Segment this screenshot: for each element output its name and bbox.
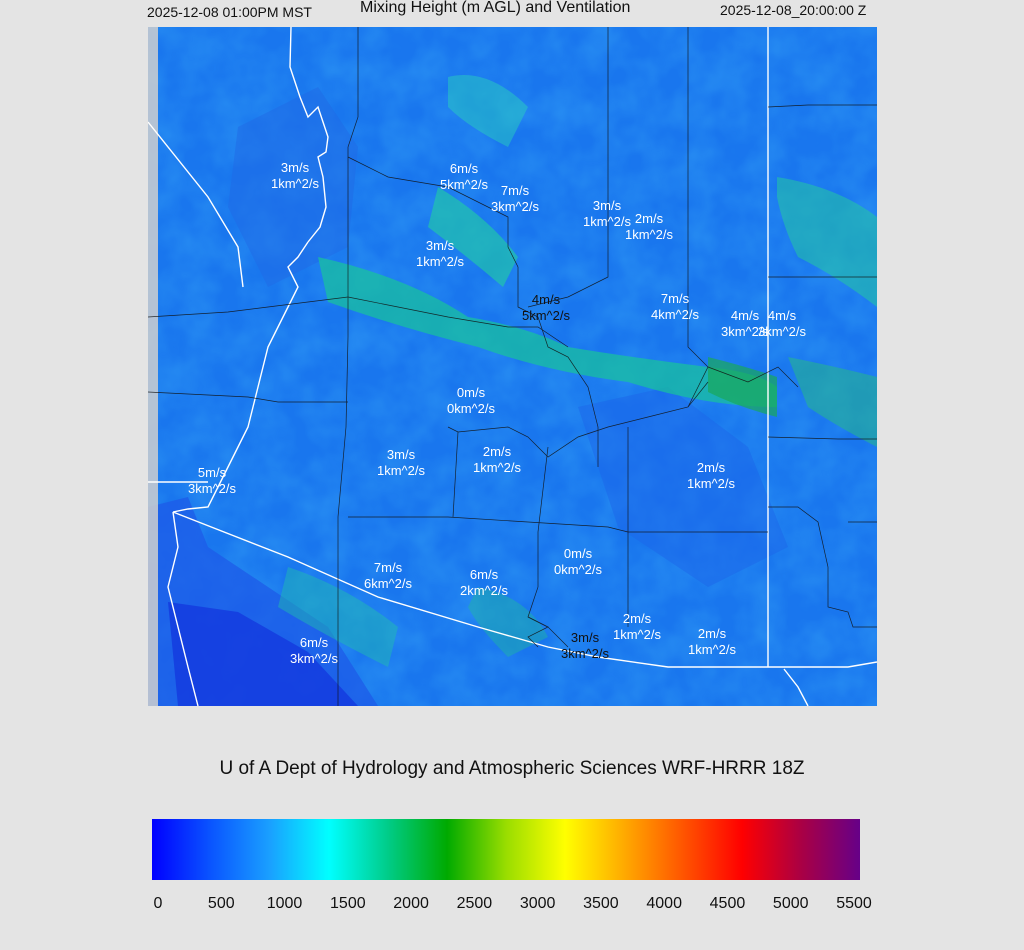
vent-label bbox=[364, 560, 412, 592]
ventilation-label: 3km^2/s bbox=[289, 651, 339, 666]
vent-label bbox=[688, 626, 736, 658]
vent-label bbox=[473, 444, 521, 476]
ventilation-label: 2km^2/s bbox=[459, 583, 509, 598]
ventilation-label: 0km^2/s bbox=[553, 562, 603, 577]
vent-label bbox=[271, 160, 319, 192]
colorbar bbox=[152, 819, 860, 880]
vent-label bbox=[416, 238, 464, 270]
wind-speed-label: 4m/s bbox=[531, 292, 561, 307]
wind-speed-label: 7m/s bbox=[660, 291, 690, 306]
colorbar-tick-label: 1000 bbox=[266, 895, 303, 912]
vent-label bbox=[440, 161, 488, 193]
wind-speed-label: 2m/s bbox=[622, 611, 652, 626]
vent-label bbox=[687, 460, 735, 492]
ventilation-label: 4km^2/s bbox=[650, 307, 700, 322]
vent-label bbox=[460, 567, 508, 599]
colorbar-tick-label: 500 bbox=[207, 895, 235, 912]
wind-speed-label: 3m/s bbox=[280, 160, 310, 175]
colorbar-tick-label: 0 bbox=[153, 895, 163, 912]
wind-speed-label: 0m/s bbox=[456, 385, 486, 400]
vent-label bbox=[651, 291, 699, 323]
local-time: 2025-12-08 01:00PM MST bbox=[147, 4, 312, 20]
vent-label bbox=[554, 546, 602, 578]
credit-line: U of A Dept of Hydrology and Atmospheric Sciences WRF-HRRR 18Z bbox=[219, 758, 805, 779]
colorbar-tick-label: 5000 bbox=[772, 895, 809, 912]
wind-speed-label: 7m/s bbox=[500, 183, 530, 198]
wind-speed-label: 6m/s bbox=[469, 567, 499, 582]
ventilation-label: 1km^2/s bbox=[582, 214, 632, 229]
colorbar-tick-label: 4000 bbox=[646, 895, 682, 912]
ventilation-label: 0km^2/s bbox=[446, 401, 496, 416]
vent-label bbox=[447, 385, 495, 417]
ventilation-label: 6km^2/s bbox=[363, 576, 413, 591]
wind-speed-label: 6m/s bbox=[299, 635, 329, 650]
vent-label bbox=[758, 308, 806, 340]
wind-speed-label: 3m/s bbox=[570, 630, 600, 645]
wind-speed-label: 2m/s bbox=[697, 626, 727, 641]
wind-speed-label: 3m/s bbox=[386, 447, 416, 462]
vent-label bbox=[522, 292, 570, 324]
colorbar-tick-label: 4500 bbox=[709, 895, 746, 912]
vent-label bbox=[188, 465, 236, 497]
wind-speed-label: 2m/s bbox=[696, 460, 726, 475]
wind-speed-label: 4m/s bbox=[767, 308, 797, 323]
vent-label bbox=[491, 183, 539, 215]
colorbar-tick-label: 1500 bbox=[330, 895, 366, 912]
vent-label bbox=[561, 630, 609, 662]
ventilation-label: 1km^2/s bbox=[376, 463, 426, 478]
vent-label bbox=[290, 635, 338, 667]
ventilation-label: 5km^2/s bbox=[439, 177, 489, 192]
colorbar-tick-label: 3000 bbox=[519, 895, 556, 912]
colorbar-tick-label: 3500 bbox=[583, 895, 619, 912]
wind-speed-label: 2m/s bbox=[482, 444, 512, 459]
vent-label bbox=[583, 198, 631, 230]
ventilation-label: 1km^2/s bbox=[687, 642, 737, 657]
ventilation-label: 1km^2/s bbox=[612, 627, 662, 642]
wind-speed-label: 3m/s bbox=[592, 198, 622, 213]
vent-label bbox=[625, 211, 673, 243]
vent-label bbox=[613, 611, 661, 643]
wind-speed-label: 4m/s bbox=[730, 308, 760, 323]
ventilation-label: 1km^2/s bbox=[624, 227, 674, 242]
mixing-height-map bbox=[148, 27, 877, 706]
wind-speed-label: 6m/s bbox=[449, 161, 479, 176]
ventilation-label: 3km^2/s bbox=[490, 199, 540, 214]
ventilation-label: 3km^2/s bbox=[757, 324, 807, 339]
colorbar-tick-label: 2000 bbox=[393, 895, 429, 912]
ventilation-label: 1km^2/s bbox=[686, 476, 736, 491]
ventilation-label: 3km^2/s bbox=[560, 646, 610, 661]
colorbar-tick-label: 5500 bbox=[836, 895, 872, 912]
ventilation-label: 3km^2/s bbox=[187, 481, 237, 496]
wind-speed-label: 5m/s bbox=[197, 465, 227, 480]
ventilation-label: 1km^2/s bbox=[415, 254, 465, 269]
wind-speed-label: 7m/s bbox=[373, 560, 403, 575]
vent-label bbox=[377, 447, 425, 479]
ventilation-label: 3km^2/s bbox=[720, 324, 770, 339]
ventilation-label: 1km^2/s bbox=[270, 176, 320, 191]
ventilation-label: 1km^2/s bbox=[472, 460, 522, 475]
wind-speed-label: 2m/s bbox=[634, 211, 664, 226]
page-title: Mixing Height (m AGL) and Ventilation bbox=[360, 0, 631, 16]
wind-speed-label: 0m/s bbox=[563, 546, 593, 561]
wind-speed-label: 3m/s bbox=[425, 238, 455, 253]
ventilation-label: 5km^2/s bbox=[521, 308, 571, 323]
utc-time: 2025-12-08_20:00:00 Z bbox=[720, 2, 867, 18]
colorbar-tick-label: 2500 bbox=[456, 895, 493, 912]
